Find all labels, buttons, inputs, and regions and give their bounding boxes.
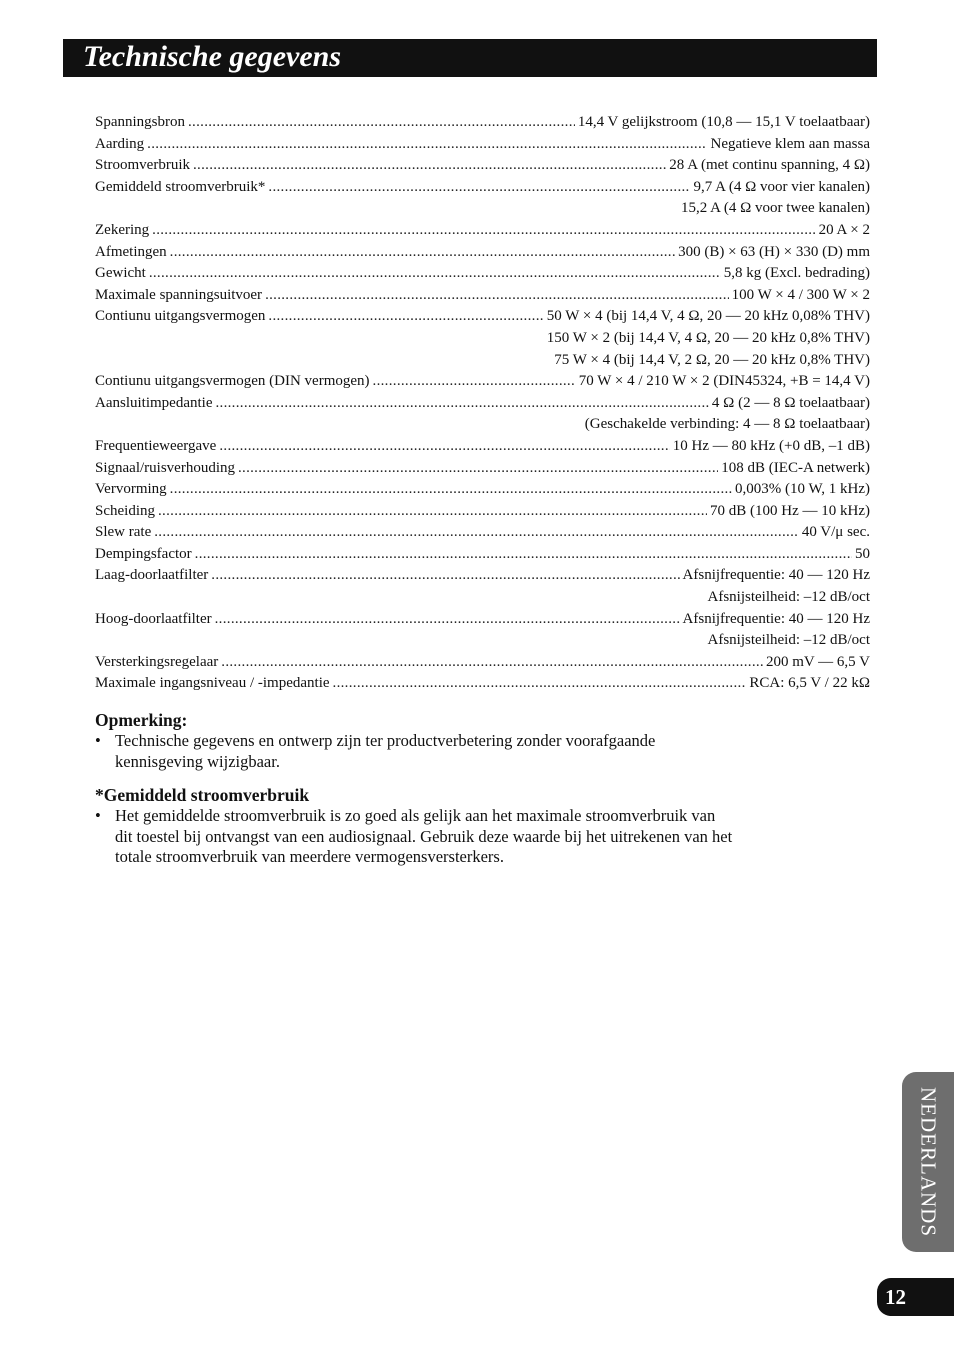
dot-leader xyxy=(195,544,852,566)
spec-value: 10 Hz — 80 kHz (+0 dB, –1 dB) xyxy=(672,437,870,454)
spec-label: Aansluitimpedantie xyxy=(95,394,213,411)
note-text: Technische gegevens en ontwerp zijn ter productverbetering zonder voorafgaande kennisgeving wijzigbaar. xyxy=(115,731,656,771)
dot-leader xyxy=(170,479,732,501)
spec-value: Negatieve klem aan massa xyxy=(710,135,870,152)
dot-leader xyxy=(268,177,690,199)
spec-row xyxy=(95,501,870,523)
spec-value: 108 dB (IEC-A netwerk) xyxy=(721,459,870,476)
spec-label: Contiunu uitgangsvermogen (DIN vermogen) xyxy=(95,373,370,390)
spec-value: 40 V/μ sec. xyxy=(801,524,870,541)
spec-row xyxy=(95,112,870,134)
dot-leader xyxy=(333,673,747,695)
spec-row xyxy=(95,652,870,674)
spec-row xyxy=(95,544,870,566)
dot-leader xyxy=(373,371,576,393)
spec-value-continuation: (Geschakelde verbinding: 4 — 8 Ω toelaatbaar) xyxy=(584,416,870,433)
spec-label: Zekering xyxy=(95,221,150,238)
spec-label: Hoog-doorlaatfilter xyxy=(95,610,212,627)
dot-leader xyxy=(215,393,708,415)
spec-label: Gewicht xyxy=(95,265,146,282)
spec-value: 4 Ω (2 — 8 Ω toelaatbaar) xyxy=(711,394,870,411)
spec-label: Gemiddeld stroomverbruik* xyxy=(95,178,266,195)
page-title: Technische gegevens xyxy=(83,40,342,73)
spec-label: Slew rate xyxy=(95,524,152,541)
spec-row xyxy=(95,522,870,544)
spec-value-continuation: 15,2 A (4 Ω voor twee kanalen) xyxy=(680,200,870,217)
spec-row xyxy=(95,285,870,307)
spec-value: 20 A × 2 xyxy=(818,221,870,238)
dot-leader xyxy=(188,112,575,134)
spec-row xyxy=(95,134,870,156)
spec-value: 0,003% (10 W, 1 kHz) xyxy=(735,481,870,498)
spec-value: 5,8 kg (Excl. bedrading) xyxy=(723,265,870,282)
spec-value: 200 mV — 6,5 V xyxy=(765,653,870,670)
spec-label: Spanningsbron xyxy=(95,114,185,130)
dot-leader xyxy=(170,242,675,264)
spec-list xyxy=(95,112,870,695)
spec-value: Afsnijfrequentie: 40 — 120 Hz xyxy=(682,610,870,627)
spec-row xyxy=(95,673,870,695)
spec-value: 70 dB (100 Hz — 10 kHz) xyxy=(710,502,870,519)
page-number: 12 xyxy=(885,1285,906,1309)
spec-label: Frequentieweergave xyxy=(95,437,217,454)
dot-leader xyxy=(268,306,543,328)
spec-label: Stroomverbruik xyxy=(95,157,190,174)
note-bullet xyxy=(95,806,735,868)
spec-row xyxy=(95,436,870,458)
dot-leader xyxy=(147,134,707,156)
spec-value-continuation: 75 W × 4 (bij 14,4 V, 2 Ω, 20 — 20 kHz 0,8% THV) xyxy=(554,351,870,368)
spec-value-continuation: 150 W × 2 (bij 14,4 V, 4 Ω, 20 — 20 kHz 0,8% THV) xyxy=(546,329,870,346)
spec-value: 28 A (met continu spanning, 4 Ω) xyxy=(669,157,870,174)
spec-row xyxy=(95,242,870,264)
language-tab xyxy=(902,1072,954,1252)
spec-value: 70 W × 4 / 210 W × 2 (DIN45324, +B = 14,4 V) xyxy=(578,373,870,390)
dot-leader xyxy=(238,458,718,480)
spec-value: 50 xyxy=(855,545,870,562)
note-bullet xyxy=(95,731,735,772)
dot-leader xyxy=(154,522,799,544)
spec-label: Afmetingen xyxy=(95,243,167,260)
dot-leader xyxy=(219,436,669,458)
spec-value: 14,4 V gelijkstroom (10,8 — 15,1 V toelaatbaar) xyxy=(577,114,870,130)
spec-row xyxy=(95,565,870,587)
spec-row xyxy=(95,263,870,285)
notes-section xyxy=(95,709,735,880)
bullet-icon: • xyxy=(95,731,101,750)
spec-row xyxy=(95,479,870,501)
spec-label: Maximale ingangsniveau / -impedantie xyxy=(95,675,330,692)
spec-label: Versterkingsregelaar xyxy=(95,653,219,670)
dot-leader xyxy=(149,263,721,285)
spec-label: Aarding xyxy=(95,135,145,152)
spec-label: Contiunu uitgangsvermogen xyxy=(95,308,266,325)
spec-value: 9,7 A (4 Ω voor vier kanalen) xyxy=(693,178,870,195)
spec-row xyxy=(95,458,870,480)
note-heading: Opmerking: xyxy=(95,710,188,730)
spec-row xyxy=(95,177,870,199)
dot-leader xyxy=(221,652,763,674)
spec-label: Maximale spanningsuitvoer xyxy=(95,286,263,303)
dot-leader xyxy=(158,501,707,523)
spec-row xyxy=(95,609,870,631)
spec-value-continuation: Afsnijsteilheid: –12 dB/oct xyxy=(707,632,870,649)
spec-row xyxy=(95,220,870,242)
page-number-badge xyxy=(877,1278,954,1316)
spec-value: RCA: 6,5 V / 22 kΩ xyxy=(749,675,870,692)
spec-label: Vervorming xyxy=(95,481,167,498)
spec-label: Signaal/ruisverhouding xyxy=(95,459,235,476)
spec-row xyxy=(95,306,870,328)
spec-row xyxy=(95,155,870,177)
spec-label: Scheiding xyxy=(95,502,155,519)
dot-leader xyxy=(215,609,680,631)
spec-value: 100 W × 4 / 300 W × 2 xyxy=(731,286,870,303)
spec-value: 300 (B) × 63 (H) × 330 (D) mm xyxy=(678,243,870,260)
dot-leader xyxy=(193,155,666,177)
dot-leader xyxy=(265,285,729,307)
spec-value: Afsnijfrequentie: 40 — 120 Hz xyxy=(682,567,870,584)
note-heading: *Gemiddeld stroomverbruik xyxy=(95,785,310,805)
bullet-icon: • xyxy=(95,806,101,825)
spec-value-continuation: Afsnijsteilheid: –12 dB/oct xyxy=(707,589,870,606)
dot-leader xyxy=(152,220,815,242)
title-bar xyxy=(63,39,877,77)
spec-label: Laag-doorlaatfilter xyxy=(95,567,209,584)
spec-value: 50 W × 4 (bij 14,4 V, 4 Ω, 20 — 20 kHz 0,08% THV) xyxy=(546,308,870,325)
language-label: NEDERLANDS xyxy=(916,1087,941,1237)
dot-leader xyxy=(211,565,679,587)
spec-row xyxy=(95,393,870,415)
spec-row xyxy=(95,371,870,393)
note-text: Het gemiddelde stroomverbruik is zo goed als gelijk aan het maximale stroomverbruik van dit toestel bij ontvangst van een audiosignaal. Gebruik deze waarde bij het uitrekenen van het totale stroomverbruik van meerdere vermogensversterkers. xyxy=(115,806,733,866)
spec-label: Dempingsfactor xyxy=(95,545,192,562)
